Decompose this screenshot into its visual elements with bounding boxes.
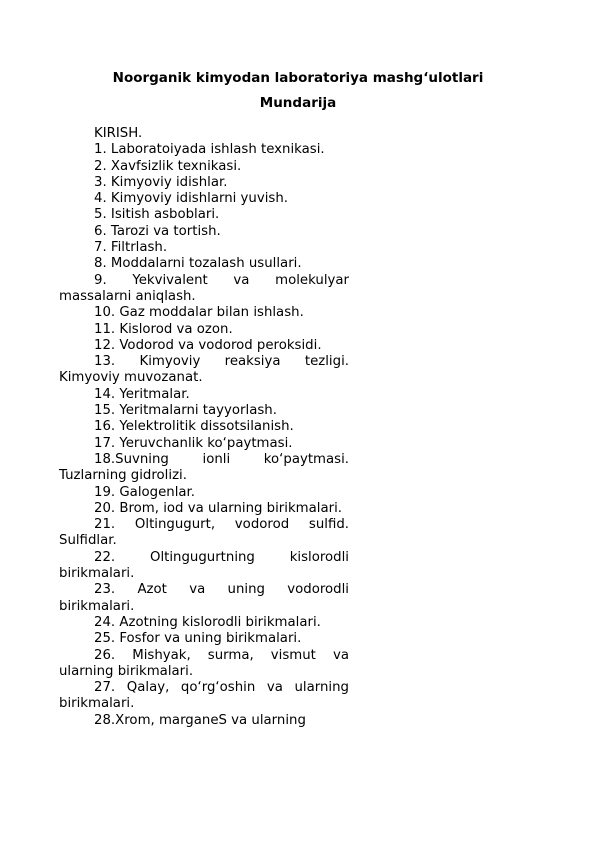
toc-item: 5. Isitish asboblari. <box>94 207 220 223</box>
toc-item: 2. Xavfsizlik texnikasi. <box>94 158 242 174</box>
toc-item: 4. Kimyoviy idishlarni yuvish. <box>94 191 288 207</box>
toc-item: 27. Qalay, qo‘rg‘oshin va ularning birikmalari. <box>59 680 349 712</box>
toc-item: 11. Kislorod va ozon. <box>94 321 233 337</box>
toc-item: 12. Vodorod va vodorod peroksidi. <box>94 337 322 353</box>
toc-item: 7. Filtrlash. <box>94 240 168 256</box>
toc-item: 26. Mishyak, surma, vismut va ularning birikmalari. <box>59 647 349 679</box>
toc-item: 3. Kimyoviy idishlar. <box>94 174 228 190</box>
toc-item: 19. Galogenlar. <box>94 484 196 500</box>
toc-item: 6. Tarozi va tortish. <box>94 223 221 239</box>
toc-item: 8. Moddalarni tozalash usullari. <box>94 256 302 272</box>
toc-item: 20. Brom, iod va ularning birikmalari. <box>94 500 342 516</box>
toc-item: 18.Suvning ionli ko‘paytmasi. Tuzlarning gidrolizi. <box>59 451 349 484</box>
table-of-contents <box>59 126 349 729</box>
toc-item: 15. Yeritmalarni tayyorlash. <box>94 403 277 419</box>
toc-item: 14. Yeritmalar. <box>94 386 190 402</box>
toc-item: 21. Oltingugurt, vodorod sulfid. Sulfidlar. <box>59 517 349 549</box>
toc-item: 13. Kimyoviy reaksiya tezligi. Kimyoviy muvozanat. <box>59 354 349 386</box>
toc-item: 28.Xrom, marganeS va ularning <box>94 712 306 728</box>
toc-item: 24. Azotning kislorodli birikmalari. <box>94 614 321 630</box>
toc-item: 17. Yeruvchanlik ko‘paytmasi. <box>94 435 293 451</box>
toc-item: 10. Gaz moddalar bilan ishlash. <box>94 305 304 321</box>
toc-item: 1. Laboratoiyada ishlash texnikasi. <box>94 142 325 158</box>
document-title: Noorganik kimyodan laboratoriya mashg‘ulotlari <box>112 70 484 86</box>
toc-item: 9. Yekvivalent va molekulyar massalarni aniqlash. <box>59 272 349 304</box>
toc-item: 23. Azot va uning vodorodli birikmalari. <box>59 582 349 614</box>
toc-item: 25. Fosfor va uning birikmalari. <box>94 631 302 647</box>
toc-item: 22. Oltingugurtning kislorodli birikmalari. <box>59 549 349 582</box>
toc-heading: Mundarija <box>259 95 337 111</box>
toc-item: 16. Yelektrolitik dissotsilanish. <box>94 419 294 435</box>
toc-item: KIRISH. <box>94 126 143 141</box>
